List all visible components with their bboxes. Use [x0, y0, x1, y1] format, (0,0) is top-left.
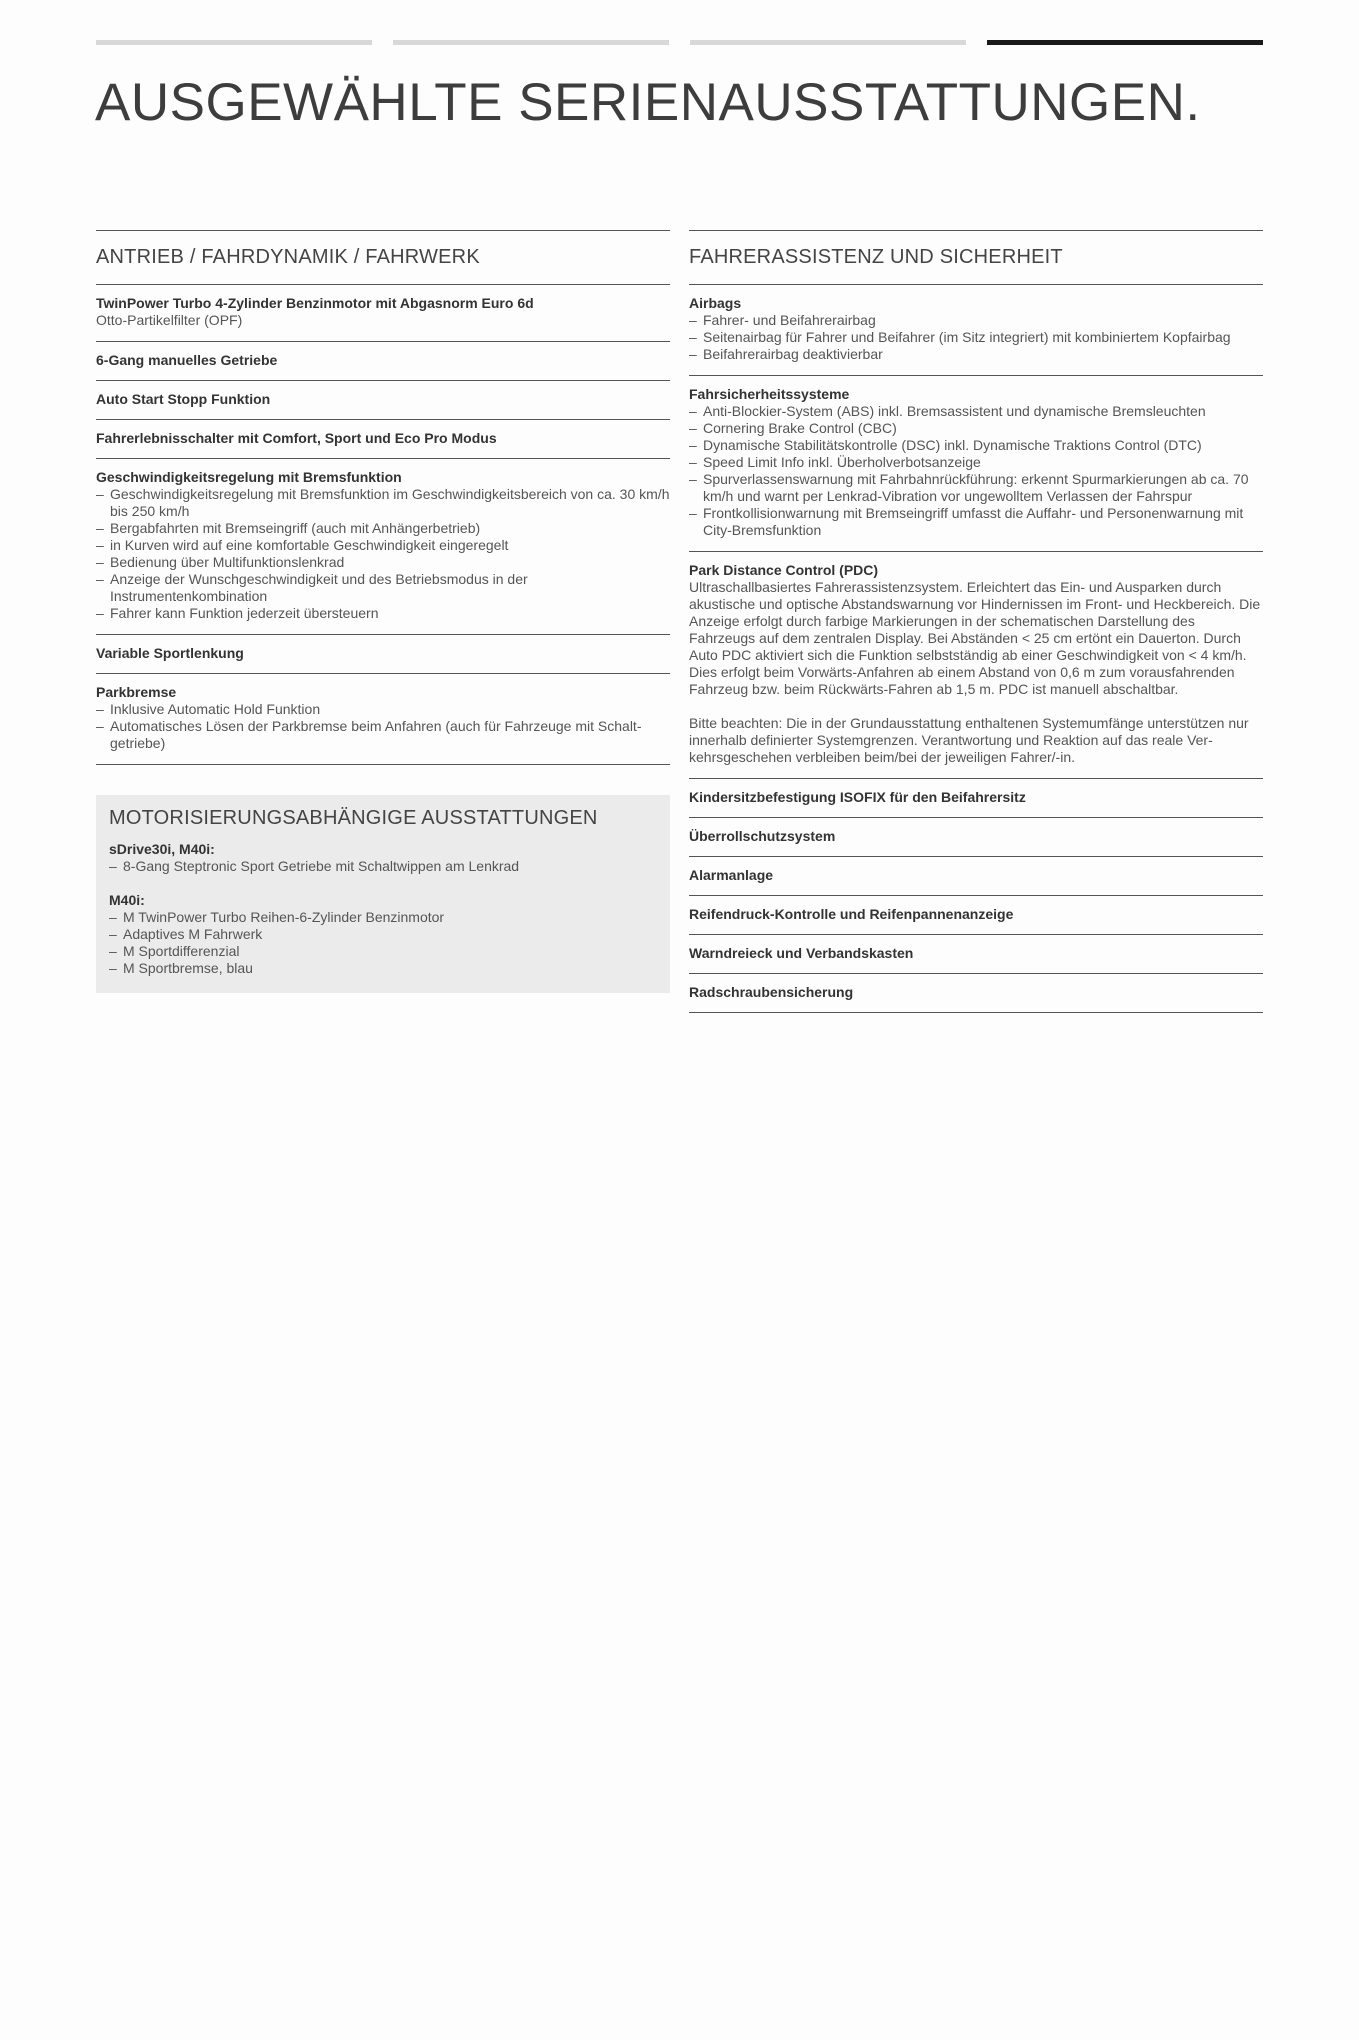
- equipment-item-subtitle: Otto-Partikelfilter (OPF): [96, 312, 243, 328]
- section-heading-assistance: FAHRERASSISTENZ UND SICHERHEIT: [689, 230, 1263, 285]
- engine-dependent-groups: [109, 841, 657, 977]
- equipment-item: [689, 376, 1263, 552]
- equipment-item: [689, 935, 1263, 974]
- page-title: AUSGEWÄHLTE SERIENAUSSTATTUNGEN.: [95, 73, 1201, 132]
- bullet-item: – M Sportdifferenzial: [109, 943, 657, 960]
- equipment-item-title: Reifendruck-Kontrolle und Reifenpannenanzeige: [689, 906, 1014, 922]
- equipment-item-title: Geschwindigkeitsregelung mit Bremsfunktion: [96, 469, 402, 485]
- bullet-item: – Adaptives M Fahrwerk: [109, 926, 657, 943]
- engine-variant-bullets: [109, 909, 657, 977]
- equipment-item-title: Park Distance Control (PDC): [689, 562, 879, 578]
- bullet-item: – in Kurven wird auf eine komfortable Geschwindigkeit eingeregelt: [96, 537, 670, 554]
- progress-segment-4: [987, 40, 1263, 45]
- bullet-item: – Seitenairbag für Fahrer und Beifahrer (im Sitz integriert) mit kombiniertem Kopfairbag: [689, 329, 1263, 346]
- equipment-bullet-list: [96, 701, 670, 752]
- equipment-item-title: Variable Sportlenkung: [96, 645, 244, 661]
- engine-variant-group: [109, 841, 657, 875]
- page-progress-indicator: [96, 40, 1263, 45]
- equipment-item: [96, 420, 670, 459]
- bullet-item: – M TwinPower Turbo Reihen-6-Zylinder Benzinmotor: [109, 909, 657, 926]
- progress-segment-3: [690, 40, 966, 45]
- equipment-item: [689, 818, 1263, 857]
- bullet-item: – Fahrer- und Beifahrerairbag: [689, 312, 1263, 329]
- engine-dependent-equipment-box: [96, 795, 670, 993]
- equipment-item-title: Warndreieck und Verbandskasten: [689, 945, 914, 961]
- equipment-item-title: Auto Start Stopp Funktion: [96, 391, 271, 407]
- bullet-item: – Beifahrerairbag deaktivierbar: [689, 346, 1263, 363]
- equipment-item: [96, 635, 670, 674]
- equipment-item: [689, 285, 1263, 376]
- bullet-item: – M Sportbremse, blau: [109, 960, 657, 977]
- equipment-item: [96, 285, 670, 342]
- equipment-item: [689, 857, 1263, 896]
- equipment-item-title: Alarmanlage: [689, 867, 774, 883]
- engine-variant-group: [109, 892, 657, 977]
- equipment-item: [689, 779, 1263, 818]
- equipment-item: [96, 342, 670, 381]
- equipment-item-title: 6-Gang manuelles Getriebe: [96, 352, 278, 368]
- equipment-item-title: Fahrerlebnisschalter mit Comfort, Sport und Eco Pro Modus: [96, 430, 497, 446]
- equipment-bullet-list: [689, 403, 1263, 539]
- engine-variant-bullets: [109, 858, 657, 875]
- equipment-item-title: Radschraubensicherung: [689, 984, 854, 1000]
- equipment-item: [689, 896, 1263, 935]
- left-column: [96, 230, 670, 993]
- drivetrain-item-list: [96, 285, 670, 765]
- bullet-item: – Bergabfahrten mit Bremseingriff (auch mit Anhängerbetrieb): [96, 520, 670, 537]
- equipment-paragraph: Bitte beachten: Die in der Grundausstattung enthaltenen Systemumfänge unterstützen nur innerhalb definierter Systemgrenzen. Verantwortung und Reaktion auf das reale Ver-kehrsgeschehen verbleiben beim/bei der jeweiligen Fahrer/-in.: [689, 715, 1249, 765]
- equipment-item-title: Kindersitzbefestigung ISOFIX für den Beifahrersitz: [689, 789, 1026, 805]
- equipment-item: [96, 674, 670, 765]
- bullet-item: – Bedienung über Multifunktionslenkrad: [96, 554, 670, 571]
- bullet-item: – Speed Limit Info inkl. Überholverbotsanzeige: [689, 454, 1263, 471]
- equipment-item-title: Fahrsicherheitssysteme: [689, 386, 850, 402]
- bullet-item: – Frontkollisionwarnung mit Bremseingriff umfasst die Auffahr- und Personenwarnung mit City-Bremsfunktion: [689, 505, 1263, 539]
- equipment-paragraph: Ultraschallbasiertes Fahrerassistenzsystem. Erleichtert das Ein- und Ausparken durch akustische und optische Abstandswarnung vor Hindernissen im Front- und Heckbereich. Die Anzeige erfolgt durch farbige Markierungen in der schematischen Darstellung des Fahrzeugs auf dem zentralen Display. Bei Abständen < 25 cm ertönt ein Dauerton. Durch Auto PDC aktiviert sich die Funktion selbstständig ab einer Geschwindigkeit von < 4 km/h. Dies erfolgt beim Vorwärts-Anfahren ab einem Abstand von 0,6 m zum vorausfahrenden Fahrzeug bzw. beim Rückwärts-Fahren ab 1,5 m. PDC ist manuell abschaltbar.: [689, 579, 1261, 697]
- right-column: [689, 230, 1263, 1013]
- bullet-item: – Spurverlassenswarnung mit Fahrbahnrückführung: erkennt Spurmarkierungen ab ca. 70 km/h und warnt per Lenkrad-Vibration vor ungewolltem Verlassen der Fahrspur: [689, 471, 1263, 505]
- bullet-item: – Geschwindigkeitsregelung mit Bremsfunktion im Geschwindigkeitsbereich von ca. 30 km/h bis 250 km/h: [96, 486, 670, 520]
- bullet-item: – Dynamische Stabilitätskontrolle (DSC) inkl. Dynamische Traktions Control (DTC): [689, 437, 1263, 454]
- equipment-item: [689, 552, 1263, 779]
- bullet-item: – Fahrer kann Funktion jederzeit übersteuern: [96, 605, 670, 622]
- assistance-item-list: [689, 285, 1263, 1013]
- bullet-item: – Automatisches Lösen der Parkbremse beim Anfahren (auch für Fahrzeuge mit Schalt-getriebe): [96, 718, 670, 752]
- equipment-bullet-list: [689, 312, 1263, 363]
- equipment-item: [96, 381, 670, 420]
- bullet-item: – Cornering Brake Control (CBC): [689, 420, 1263, 437]
- progress-segment-1: [96, 40, 372, 45]
- engine-dependent-heading: MOTORISIERUNGSABHÄNGIGE AUSSTATTUNGEN: [109, 807, 598, 829]
- equipment-item-title: Airbags: [689, 295, 742, 311]
- equipment-item: [689, 974, 1263, 1013]
- bullet-item: – Anti-Blockier-System (ABS) inkl. Bremsassistent und dynamische Bremsleuchten: [689, 403, 1263, 420]
- bullet-item: – Anzeige der Wunschgeschwindigkeit und des Betriebsmodus in der Instrumentenkombination: [96, 571, 670, 605]
- engine-variant-title: sDrive30i, M40i:: [109, 841, 215, 857]
- equipment-item-title: Parkbremse: [96, 684, 177, 700]
- section-heading-drivetrain: ANTRIEB / FAHRDYNAMIK / FAHRWERK: [96, 230, 670, 285]
- progress-segment-2: [393, 40, 669, 45]
- equipment-bullet-list: [96, 486, 670, 622]
- engine-variant-title: M40i:: [109, 892, 145, 908]
- bullet-item: – 8-Gang Steptronic Sport Getriebe mit Schaltwippen am Lenkrad: [109, 858, 657, 875]
- equipment-item-title: TwinPower Turbo 4-Zylinder Benzinmotor mit Abgasnorm Euro 6d: [96, 295, 534, 311]
- bullet-item: – Inklusive Automatic Hold Funktion: [96, 701, 670, 718]
- equipment-item-title: Überrollschutzsystem: [689, 828, 836, 844]
- equipment-item: [96, 459, 670, 635]
